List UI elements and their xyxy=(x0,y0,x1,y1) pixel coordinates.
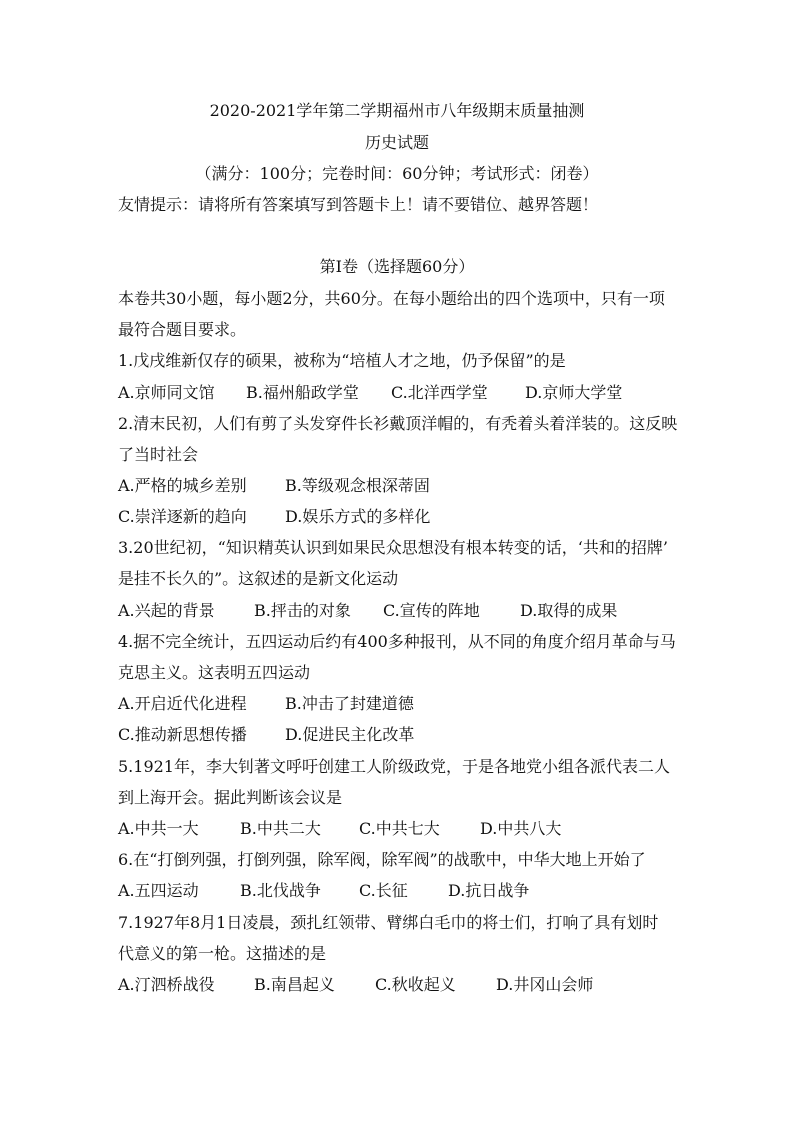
question-4-stem-line-1: 4.据不完全统计，五四运动后约有400多种报刊，从不同的角度介绍月革命与马 xyxy=(118,632,676,651)
question-1-option-a: A.京师同文馆 xyxy=(118,383,215,402)
section-title: 第Ⅰ卷（选择题60分） xyxy=(319,257,475,276)
question-6-option-b: B.北伐战争 xyxy=(240,881,321,900)
question-7-option-a: A.汀泗桥战役 xyxy=(118,975,215,994)
question-3-stem-line-1: 3.20世纪初，“知识精英认识到如果民众思想没有根本转变的话，‘共和的招牌’ xyxy=(118,538,668,557)
question-2-option-c: C.崇洋逐新的趋向 xyxy=(118,507,247,526)
exam-info: （满分：100分；完卷时间：60分钟；考试形式：闭卷） xyxy=(195,164,599,183)
question-1-stem: 1.戊戌维新仅存的硕果，被称为“培植人才之地，仍予保留”的是 xyxy=(118,351,566,370)
question-6-stem: 6.在“打倒列强，打倒列强，除军阀，除军阀”的战歌中，中华大地上开始了 xyxy=(118,850,646,869)
question-7-stem-line-2: 代意义的第一枪。这描述的是 xyxy=(118,944,327,963)
question-3-option-b: B.抨击的对象 xyxy=(254,601,351,620)
question-5-stem-line-1: 5.1921年，李大钊著文呼吁创建工人阶级政党，于是各地党小组各派代表二人 xyxy=(118,757,670,776)
exam-tip: 友情提示：请将所有答案填写到答题卡上！请不要错位、越界答题！ xyxy=(118,195,599,214)
question-1-option-b: B.福州船政学堂 xyxy=(246,383,359,402)
question-4-option-c: C.推动新思想传播 xyxy=(118,725,247,744)
question-5-option-d: D.中共八大 xyxy=(480,819,562,838)
question-3-stem-line-2: 是挂不长久的”。这叙述的是新文化运动 xyxy=(118,569,399,588)
question-1-option-d: D.京师大学堂 xyxy=(525,383,623,402)
section-intro-line-1: 本卷共30小题，每小题2分，共60分。在每小题给出的四个选项中，只有一项 xyxy=(118,289,665,308)
question-7-option-b: B.南昌起义 xyxy=(254,975,335,994)
question-5-stem-line-2: 到上海开会。据此判断该会议是 xyxy=(118,788,343,807)
section-intro-line-2: 最符合题目要求。 xyxy=(118,320,247,339)
question-4-stem-line-2: 克思主义。这表明五四运动 xyxy=(118,663,311,682)
question-2-option-b: B.等级观念根深蒂固 xyxy=(285,476,430,495)
question-2-stem-line-1: 2.清末民初，人们有剪了头发穿件长衫戴顶洋帽的，有秃着头着洋装的。这反映 xyxy=(118,414,678,433)
exam-subject: 历史试题 xyxy=(364,133,429,152)
question-2-option-d: D.娱乐方式的多样化 xyxy=(285,507,431,526)
question-5-option-a: A.中共一大 xyxy=(118,819,199,838)
question-7-option-c: C.秋收起义 xyxy=(375,975,456,994)
question-2-option-a: A.严格的城乡差别 xyxy=(118,476,247,495)
question-3-option-c: C.宣传的阵地 xyxy=(383,601,480,620)
question-3-option-a: A.兴起的背景 xyxy=(118,601,215,620)
question-2-stem-line-2: 了当时社会 xyxy=(118,445,199,464)
question-3-option-d: D.取得的成果 xyxy=(520,601,618,620)
question-1-option-c: C.北洋西学堂 xyxy=(391,383,488,402)
question-6-option-a: A.五四运动 xyxy=(118,881,199,900)
question-4-option-b: B.冲击了封建道德 xyxy=(285,694,414,713)
question-5-option-c: C.中共七大 xyxy=(359,819,440,838)
question-7-stem-line-1: 7.1927年8月1日凌晨，颈扎红领带、臂绑白毛巾的将士们，打响了具有划时 xyxy=(118,913,659,932)
question-7-option-d: D.井冈山会师 xyxy=(496,975,594,994)
question-6-option-d: D.抗日战争 xyxy=(448,881,530,900)
question-6-option-c: C.长征 xyxy=(359,881,408,900)
question-4-option-d: D.促进民主化改革 xyxy=(285,725,415,744)
exam-title: 2020-2021学年第二学期福州市八年级期末质量抽测 xyxy=(209,101,585,120)
question-5-option-b: B.中共二大 xyxy=(240,819,321,838)
question-4-option-a: A.开启近代化进程 xyxy=(118,694,247,713)
